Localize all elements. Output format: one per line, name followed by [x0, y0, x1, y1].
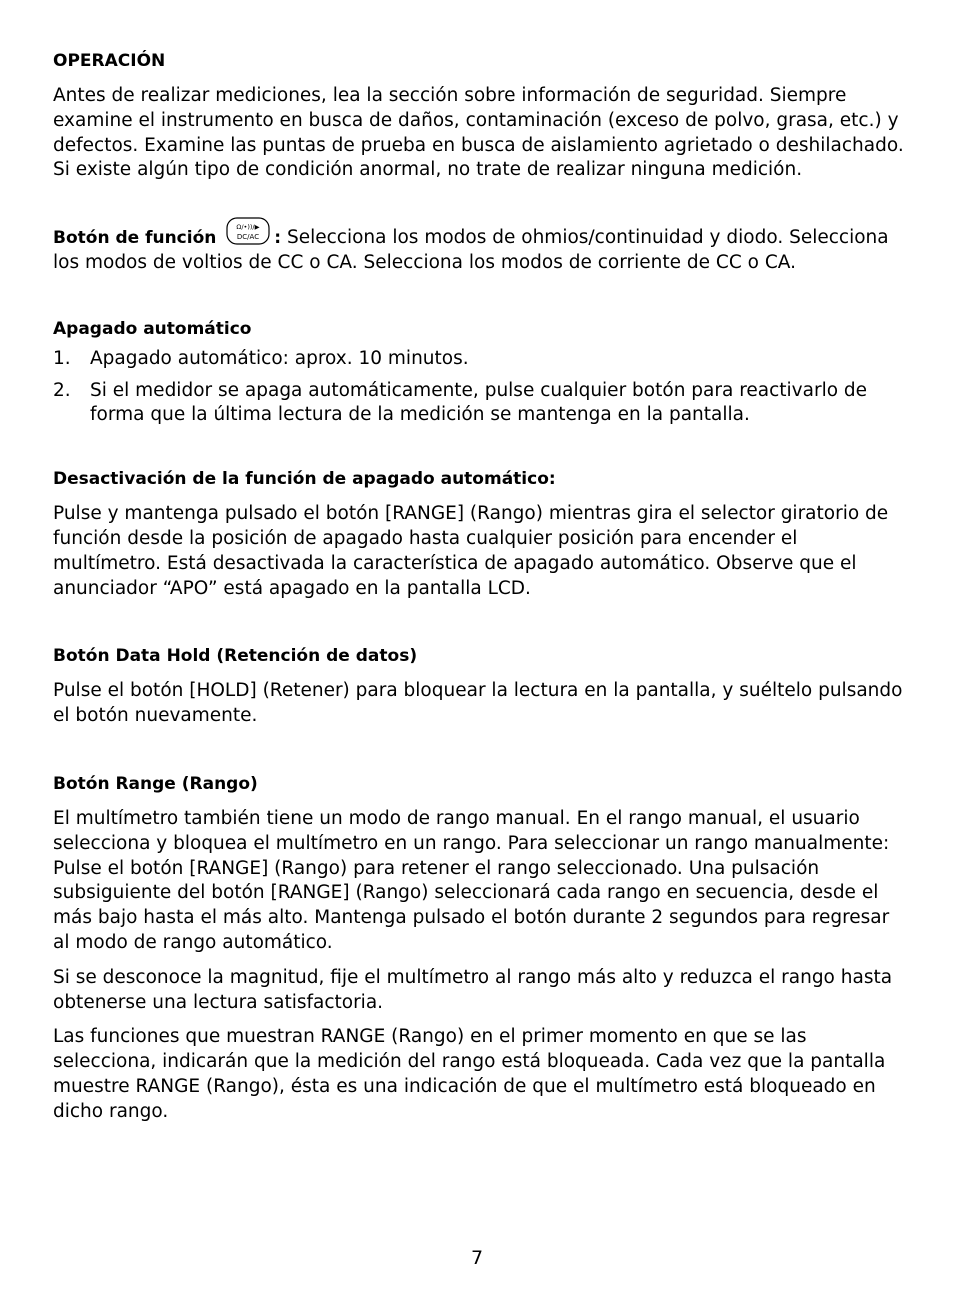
section-heading-operacion: OPERACIÓN [53, 51, 166, 71]
list-item [53, 347, 905, 372]
range-paragraph-2: Si se desconoce la magnitud, fije el multímetro al rango más alto y reduzca el rango hasta obtenerse una lectura satisfactoria. [53, 966, 893, 1013]
manual-page [53, 50, 905, 1125]
list-item-number: 1. [53, 347, 71, 369]
apagado-list [53, 347, 905, 428]
range-paragraph-1: El multímetro también tiene un modo de rango manual. En el rango manual, el usuario selecciona y bloquea el multímetro en un rango. Para seleccionar un rango manualmente: Pulse el botón [RANGE] (Rango) para retener el rango seleccionado. Una pulsación subsiguiente del botón [RANGE] (Rango) seleccionará cada rango en secuencia, desde el más bajo hasta el más alto. Mantenga pulsado el botón durante 2 segundos para regresar al modo de rango automático. [53, 807, 890, 953]
range-paragraph-3: Las funciones que muestran RANGE (Rango) en el primer momento en que se las selecciona, indicarán que la medición del rango está bloqueada. Cada vez que la pantalla muestre RANGE (Rango), ésta es una indicación de que el multímetro está bloqueado en dicho rango. [53, 1026, 886, 1122]
operacion-paragraph: Antes de realizar mediciones, lea la sección sobre información de seguridad. Siempre examine el instrumento en busca de daños, contaminación (exceso de polvo, grasa, etc.) y defectos. Examine las puntas de prueba en busca de aislamiento agrietado o deshilachado. Si existe algún tipo de condición anormal, no trate de realizar ninguna medición. [53, 85, 904, 181]
section-heading-desactivacion: Desactivación de la función de apagado automático: [53, 469, 556, 490]
function-button-icon-top-label: Ω/•))/▶ [236, 223, 260, 232]
list-item [53, 379, 905, 429]
page-number: 7 [470, 1247, 484, 1269]
section-heading-datahold: Botón Data Hold (Retención de datos) [53, 646, 418, 667]
section-heading-apagado: Apagado automático [53, 318, 252, 339]
funcion-body: Selecciona los modos de ohmios/continuidad y diodo. Selecciona los modos de voltios de CC o CA. Selecciona los modos de corriente de CC o CA. [53, 227, 889, 273]
list-item-number: 2. [53, 379, 71, 401]
list-item-text: Apagado automático: aprox. 10 minutos. [90, 347, 469, 369]
desactivacion-paragraph: Pulse y mantenga pulsado el botón [RANGE] (Rango) mientras gira el selector giratorio de función desde la posición de apagado hasta cualquier posición para encender el multímetro. Está desactivada la característica de apagado automático. Observe que el anunciador “APO” está apagado en la pantalla LCD. [53, 503, 889, 599]
funcion-heading: Botón de función [53, 228, 217, 249]
function-button-icon [226, 217, 270, 245]
funcion-colon: : [274, 228, 282, 249]
section-heading-range: Botón Range (Rango) [53, 773, 258, 794]
datahold-paragraph: Pulse el botón [HOLD] (Retener) para bloquear la lectura en la pantalla, y suéltelo pulsando el botón nuevamente. [53, 680, 903, 727]
list-item-text: Si el medidor se apaga automáticamente, pulse cualquier botón para reactivarlo de forma que la última lectura de la medición se mantenga en la pantalla. [90, 379, 868, 426]
function-button-icon-bottom-label: DC/AC [237, 233, 260, 242]
funcion-paragraph [53, 217, 905, 276]
